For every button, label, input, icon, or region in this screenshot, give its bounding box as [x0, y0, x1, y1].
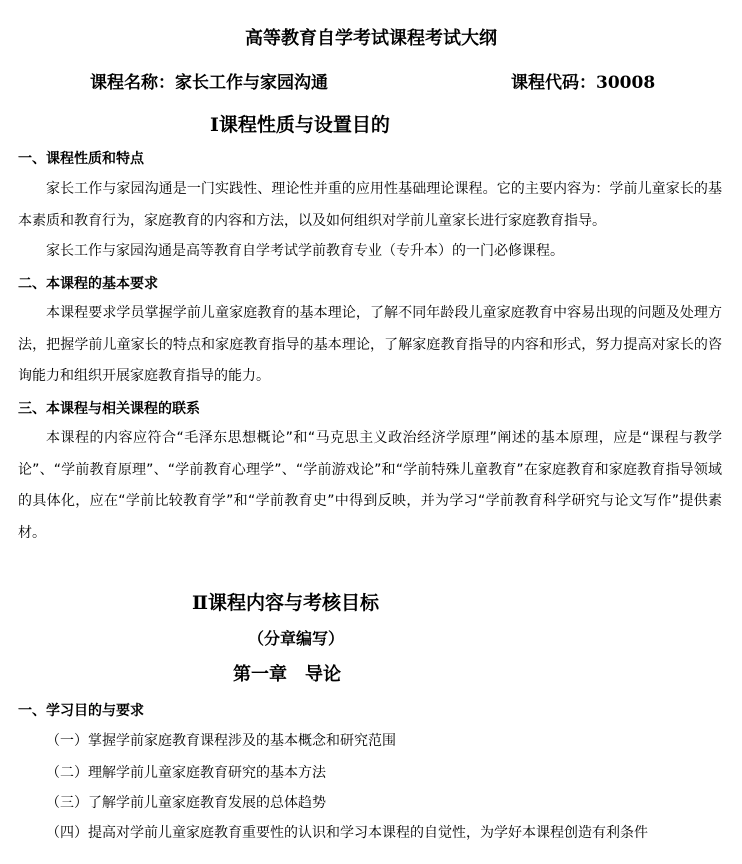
list-item: （一）掌握学前家庭教育课程涉及的基本概念和研究范围 — [46, 733, 396, 749]
paragraph: 家长工作与家园沟通是一门实践性、理论性并重的应用性基础理论课程。它的主要内容为：学前儿童家长的基本素质和教育行为，家庭教育的内容和方法，以及如何组织对学前儿童家长进行家庭教育指导。 — [18, 181, 722, 229]
part-one-title: Ⅰ课程性质与设置目的 — [210, 114, 390, 136]
course-code: 课程代码：30008 — [511, 73, 656, 93]
part-two-subtitle: （分章编写） — [248, 629, 345, 648]
course-name: 课程名称：家长工作与家园沟通 — [90, 73, 328, 93]
section-heading: 一、学习目的与要求 — [18, 703, 144, 719]
chapter-title: 第一章 导论 — [233, 664, 341, 685]
section-heading: 一、课程性质和特点 — [18, 151, 144, 167]
list-item: （三）了解学前儿童家庭教育发展的总体趋势 — [46, 795, 326, 811]
list-item: （二）理解学前儿童家庭教育研究的基本方法 — [46, 765, 326, 781]
paragraph: 本课程要求学员掌握学前儿童家庭教育的基本理论，了解不同年龄段儿童家庭教育中容易出现的问题及处理方法，把握学前儿童家长的特点和家庭教育指导的基本理论，了解家庭教育指导的内容和形式，努力提高对家长的咨询能力和组织开展家庭教育指导的能力。 — [18, 305, 722, 384]
part-two-title: Ⅱ课程内容与考核目标 — [192, 592, 380, 614]
section-heading: 三、本课程与相关课程的联系 — [18, 401, 200, 417]
list-item: （四）提高对学前儿童家庭教育重要性的认识和学习本课程的自觉性，为学好本课程创造有利条件 — [46, 825, 648, 841]
paragraph: 家长工作与家园沟通是高等教育自学考试学前教育专业（专升本）的一门必修课程。 — [46, 243, 564, 259]
document-title: 高等教育自学考试课程考试大纲 — [245, 28, 497, 49]
paragraph: 本课程的内容应符合“毛泽东思想概论”和“马克思主义政治经济学原理”阐述的基本原理，应是“课程与教学论”、“学前教育原理”、“学前教育心理学”、“学前游戏论”和“学前特殊儿童教育”在家庭教育和家庭教育指导领域的具体化，应在“学前比较教育学”和“学前教育史”中得到反映，并为学习“学前教育科学研究与论文写作”提供素材。 — [18, 430, 722, 541]
section-heading: 二、本课程的基本要求 — [18, 276, 158, 292]
